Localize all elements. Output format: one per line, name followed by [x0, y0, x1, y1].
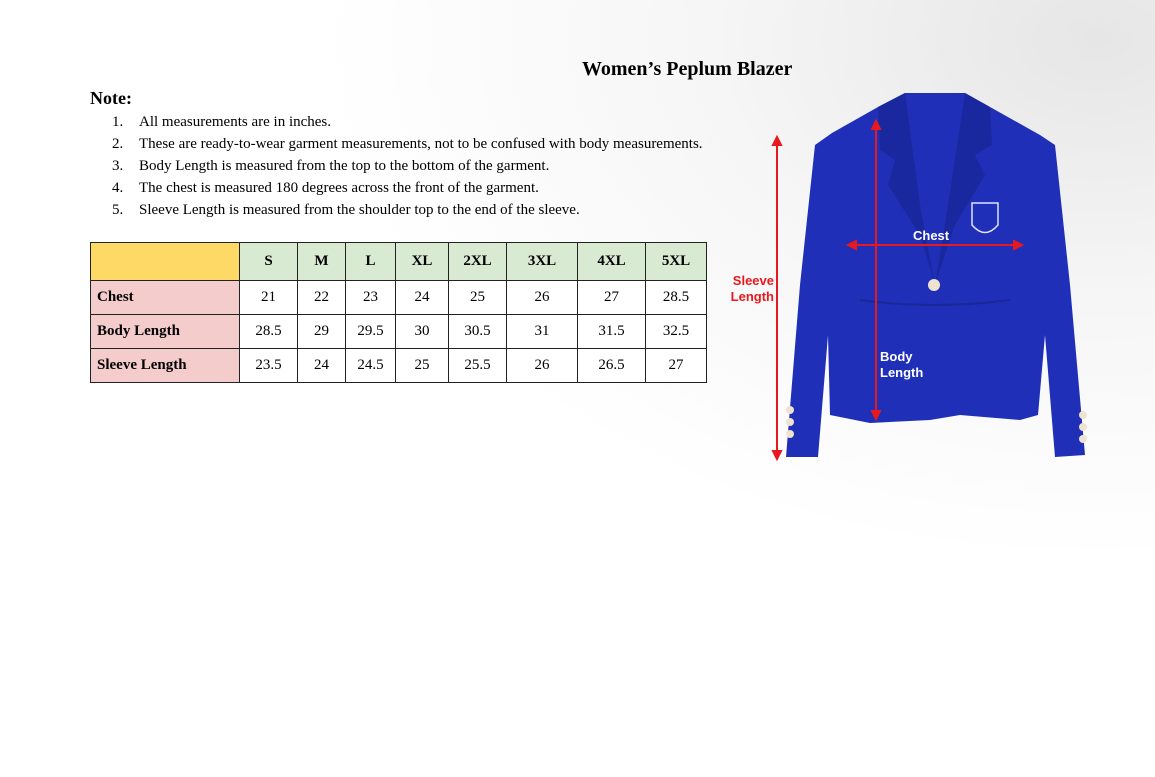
measurement-cell: 27: [578, 281, 646, 315]
note-item: [112, 178, 703, 200]
size-header-s: S: [240, 243, 298, 281]
measurement-cell: 24: [298, 349, 346, 383]
blazer-image: [786, 93, 1087, 457]
body-length-label-line1: Body: [880, 349, 913, 364]
table-row: [91, 281, 707, 315]
measurement-cell: 31: [507, 315, 578, 349]
measurement-cell: 30: [396, 315, 449, 349]
note-text: These are ready-to-wear garment measurements, not to be confused with body measurements.: [139, 136, 703, 152]
sleeve-length-label-line2: Length: [730, 289, 774, 304]
page-title: Women’s Peplum Blazer: [582, 58, 793, 80]
note-list: [112, 112, 703, 222]
note-number: 3.: [112, 158, 124, 174]
size-header-m: M: [298, 243, 346, 281]
measurement-cell: 31.5: [578, 315, 646, 349]
size-header-5xl: 5XL: [646, 243, 707, 281]
note-text: All measurements are in inches.: [139, 114, 332, 130]
measurement-cell: 32.5: [646, 315, 707, 349]
row-label: Sleeve Length: [91, 349, 240, 383]
table-row: [91, 315, 707, 349]
note-item: [112, 134, 703, 156]
table-row: [91, 349, 707, 383]
measurement-cell: 26: [507, 349, 578, 383]
measurement-cell: 22: [298, 281, 346, 315]
measurement-cell: 29.5: [346, 315, 396, 349]
measurement-cell: 23: [346, 281, 396, 315]
measurement-cell: 30.5: [449, 315, 507, 349]
chest-label: Chest: [913, 228, 950, 243]
measurement-cell: 28.5: [646, 281, 707, 315]
measurement-cell: 29: [298, 315, 346, 349]
note-number: 1.: [112, 114, 124, 130]
row-label: Chest: [91, 281, 240, 315]
measurement-cell: 25: [449, 281, 507, 315]
size-header-4xl: 4XL: [578, 243, 646, 281]
size-header-2xl: 2XL: [449, 243, 507, 281]
measurement-cell: 21: [240, 281, 298, 315]
sleeve-length-label: [728, 273, 774, 305]
body-length-label-line2: Length: [880, 365, 924, 380]
note-text: The chest is measured 180 degrees across the front of the garment.: [139, 180, 539, 196]
row-label: Body Length: [91, 315, 240, 349]
size-header-3xl: 3XL: [507, 243, 578, 281]
size-header-row: [91, 243, 707, 281]
note-item: [112, 112, 703, 134]
measurement-cell: 23.5: [240, 349, 298, 383]
note-item: [112, 156, 703, 178]
note-heading: Note:: [90, 88, 132, 108]
note-item: [112, 200, 703, 222]
measurement-cell: 25.5: [449, 349, 507, 383]
measurement-cell: 26: [507, 281, 578, 315]
measurement-cell: 28.5: [240, 315, 298, 349]
size-header-l: L: [346, 243, 396, 281]
measurement-cell: 25: [396, 349, 449, 383]
measurement-cell: 24: [396, 281, 449, 315]
sleeve-length-label-line1: Sleeve: [732, 273, 774, 288]
measurement-cell: 26.5: [578, 349, 646, 383]
note-number: 5.: [112, 202, 124, 218]
blazer-diagram: [770, 85, 1100, 465]
size-table: [90, 242, 707, 383]
note-number: 2.: [112, 136, 124, 152]
corner-cell: [91, 243, 240, 281]
body-length-label: [880, 349, 923, 381]
note-number: 4.: [112, 180, 124, 196]
size-header-xl: XL: [396, 243, 449, 281]
note-text: Body Length is measured from the top to the bottom of the garment.: [139, 158, 550, 174]
measurement-cell: 24.5: [346, 349, 396, 383]
measurement-cell: 27: [646, 349, 707, 383]
note-text: Sleeve Length is measured from the shoulder top to the end of the sleeve.: [139, 202, 580, 218]
